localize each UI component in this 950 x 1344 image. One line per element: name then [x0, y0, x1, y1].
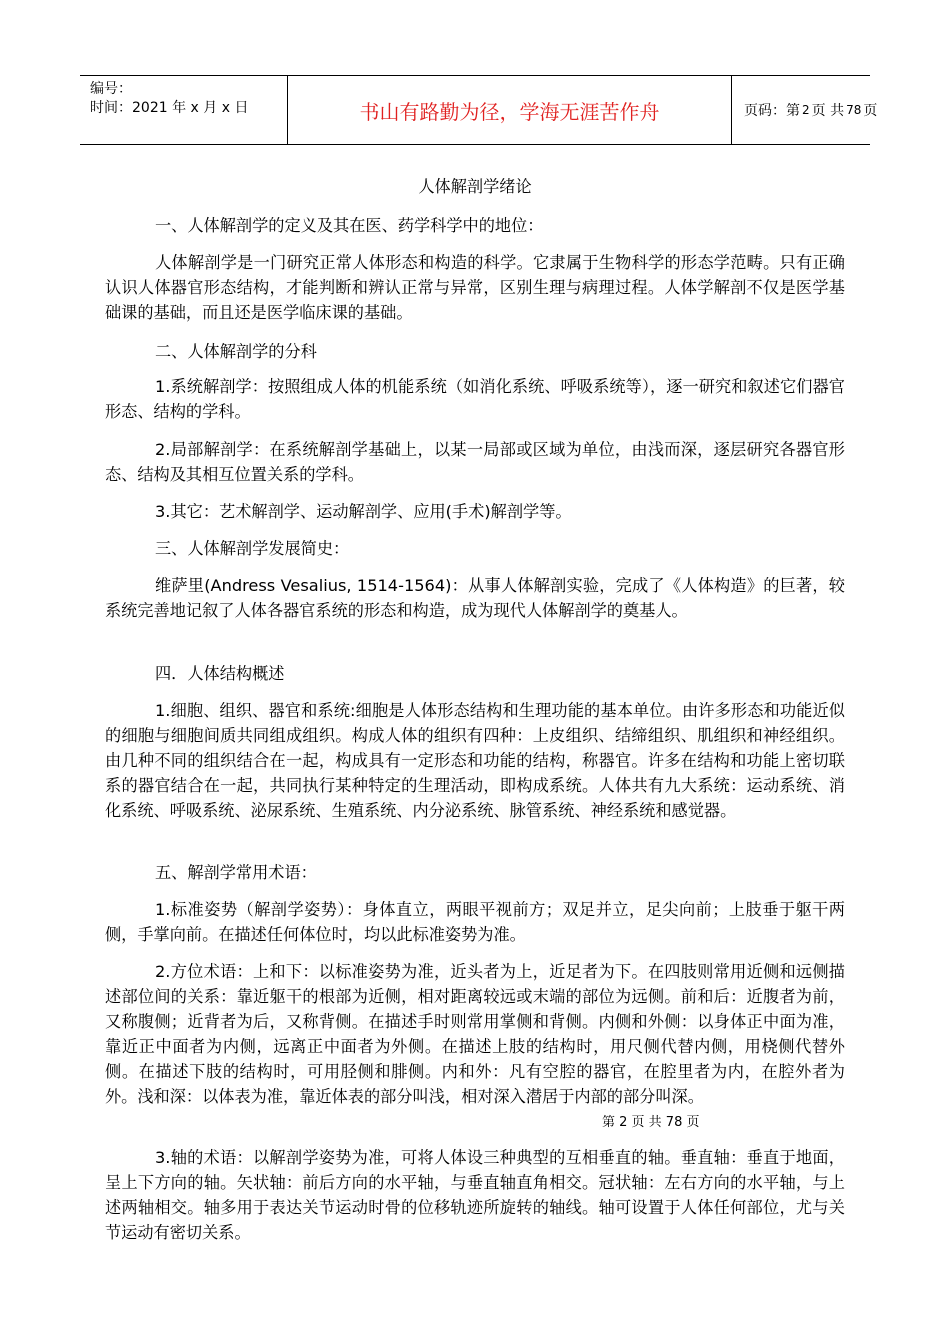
section-4-heading: 四．人体结构概述	[155, 664, 285, 683]
section-5-paragraph-3: 3.轴的术语：以解剖学姿势为准，可将人体设三种典型的互相垂直的轴。垂直轴：垂直于地面，呈上下方向的轴。矢状轴：前后方向的水平轴，与垂直轴直角相交。冠状轴：左右方向的水平轴，与上述两轴相交。轴多用于表达关节运动时骨的位移轨迹所旋转的轴线。轴可设置于人体任何部位，尤与关节运动有密切关系。	[105, 1148, 845, 1242]
section-2-paragraph-3: 3.其它：艺术解剖学、运动解剖学、应用(手术)解剖学等。	[155, 502, 572, 521]
section-5-paragraph-2: 2.方位术语：上和下：以标准姿势为准，近头者为上，近足者为下。在四肢则常用近侧和远侧描述部位间的关系：靠近躯干的根部为近侧，相对距离较远或末端的部位为远侧。前和后：近腹者为前，又称腹侧；近背者为后，又称背侧。在描述手时则常用掌侧和背侧。内侧和外侧：以身体正中面为准，靠近正中面者为内侧，远离正中面者为外侧。在描述上肢的结构时，用尺侧代替内侧，用桡侧代替外侧。在描述下肢的结构时，可用胫侧和腓侧。内和外：凡有空腔的器官，在腔里者为内，在腔外者为外。浅和深：以体表为准，靠近体表的部分叫浅，相对深入潜居于内部的部分叫深。	[105, 962, 845, 1106]
page-total: 78	[846, 103, 862, 117]
header-motto-cell	[288, 76, 732, 144]
section-1-paragraph: 人体解剖学是一门研究正常人体形态和构造的科学。它隶属于生物科学的形态学范畴。只有正确认识人体器官形态结构，才能判断和辨认正常与异常，区别生理与病理过程。人体学解剖不仅是医学基础课的基础，而且还是医学临床课的基础。	[105, 253, 845, 322]
section-1-heading: 一、人体解剖学的定义及其在医、药学科学中的地位：	[155, 216, 544, 235]
document-date-label: 时间：2021 年 x 月 x 日	[90, 100, 249, 116]
page-middle: 页 共	[811, 103, 845, 119]
document-number-label: 编号：	[90, 81, 132, 97]
document-title: 人体解剖学绪论	[418, 177, 532, 196]
header-meta-cell	[80, 76, 288, 144]
page-header	[80, 75, 878, 145]
header-motto: 书山有路勤为径，学海无涯苦作舟	[359, 99, 660, 124]
section-5-paragraph-1: 1.标准姿势（解剖学姿势）：身体直立，两眼平视前方；双足并立，足尖向前；上肢垂于躯干两侧，手掌向前。在描述任何体位时，均以此标准姿势为准。	[105, 900, 845, 944]
section-5-heading: 五、解剖学常用术语：	[155, 863, 317, 882]
footer-page-mark: 第 2 页 共 78 页	[602, 1115, 700, 1130]
section-4-paragraph: 1.细胞、组织、器官和系统:细胞是人体形态结构和生理功能的基本单位。由许多形态和功能近似的细胞与细胞间质共同组成组织。构成人体的组织有四种：上皮组织、结缔组织、肌组织和神经组织。由几种不同的组织结合在一起，构成具有一定形态和功能的结构，称器官。许多在结构和功能上密切联系的器官结合在一起，共同执行某种特定的生理活动，即构成系统。人体共有九大系统：运动系统、消化系统、呼吸系统、泌尿系统、生殖系统、内分泌系统、脉管系统、神经系统和感觉器。	[105, 701, 845, 820]
section-3-heading: 三、人体解剖学发展简史：	[155, 539, 350, 558]
section-2-paragraph-1: 1.系统解剖学：按照组成人体的机能系统（如消化系统、呼吸系统等），逐一研究和叙述它们器官形态、结构的学科。	[105, 377, 845, 421]
page-suffix: 页	[863, 103, 878, 119]
page-prefix: 页码：第	[744, 103, 800, 119]
header-page-cell	[732, 76, 878, 144]
section-3-paragraph: 维萨里(Andress Vesalius, 1514-1564)：从事人体解剖实验，完成了《人体构造》的巨著，较系统完善地记叙了人体各器官系统的形态和构造，成为现代人体解剖学的奠基人。	[105, 576, 845, 620]
page-number: 2	[802, 103, 810, 117]
section-2-heading: 二、人体解剖学的分科	[155, 342, 317, 361]
section-2-paragraph-2: 2.局部解剖学：在系统解剖学基础上，以某一局部或区域为单位，由浅而深，逐层研究各器官形态、结构及其相互位置关系的学科。	[105, 440, 845, 484]
